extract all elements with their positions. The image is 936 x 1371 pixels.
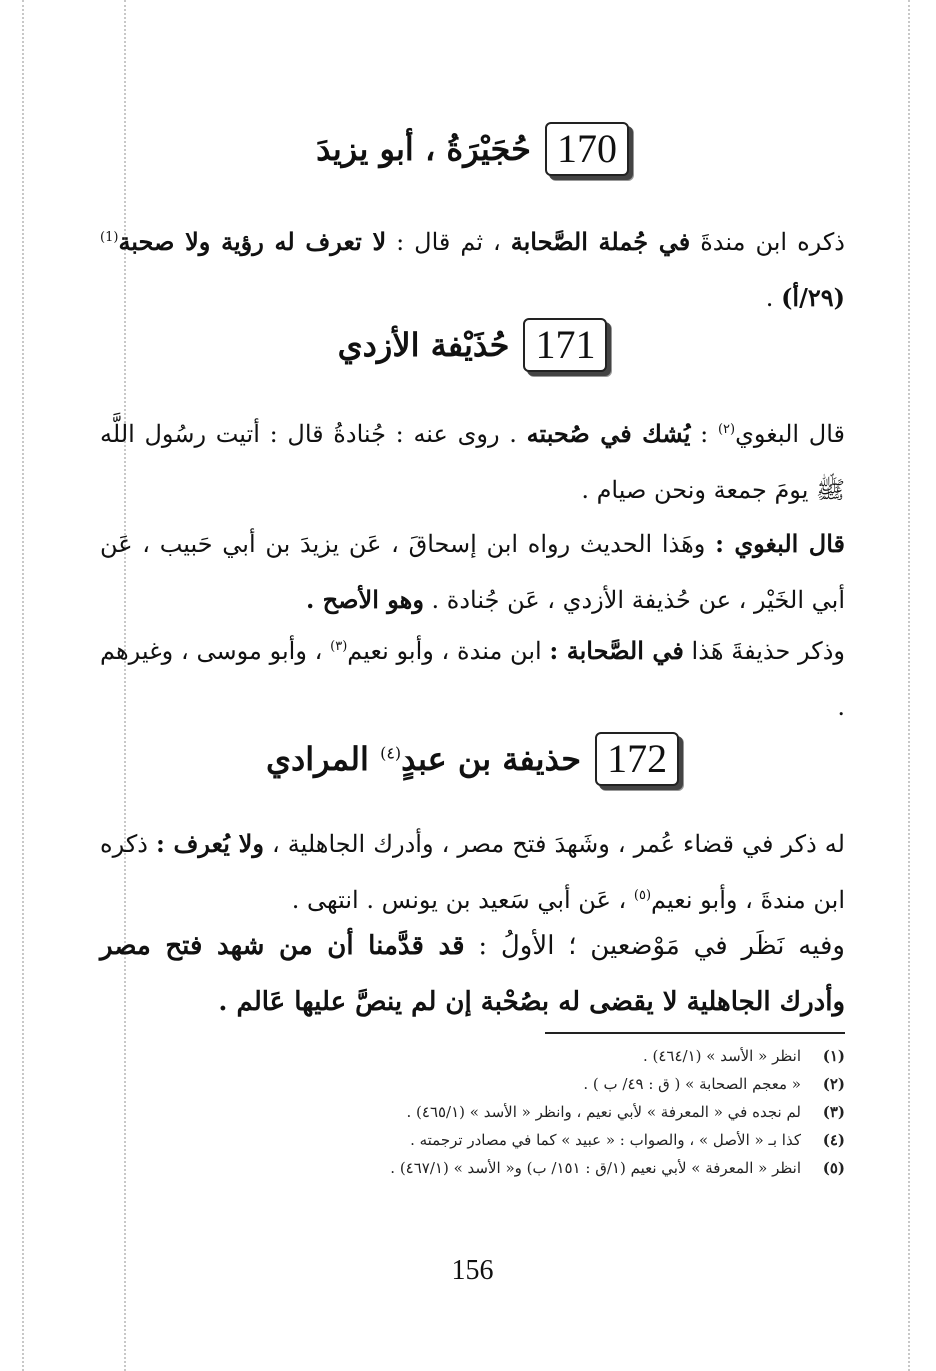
entry-171-paragraph-3: وذكر حذيفةَ هَذا في الصَّحابة : ابن مندة ، وأبو نعيم$^{(٣)}$ ، وأبو موسى ، وغيرهم . — [100, 636, 846, 721]
scan-guide-line-right — [908, 0, 910, 1371]
entry-171-paragraph-1: قال البغوي$^{(٢)}$ : يُشك في صُحبته . روى عنه : جُنادةُ قال : أتيت رسُول اللَّه ﷺ يومَ جمعة ونحن صيام . — [100, 419, 846, 504]
footnote-item: (٣) لم نجده في « المعرفة » لأبي نعيم ، وانظر « الأسد » (٤٦٥/١) . — [406, 1103, 845, 1121]
footnotes — [100, 1042, 845, 1182]
footnote-item: (٤) كذا بـ « الأصل » ، والصواب : « عبيد » كما في مصادر ترجمته . — [410, 1131, 845, 1149]
entry-number-box: 170 — [545, 122, 629, 176]
entry-number-box: 171 — [523, 318, 607, 372]
entry-number-box: 172 — [595, 732, 679, 786]
footnote-ref: (1) — [100, 230, 119, 245]
footnote-ref: (٢) — [717, 422, 736, 437]
entry-heading-172 — [100, 732, 845, 786]
footnote-item: (٢) « معجم الصحابة » ( ق : ٤٩/ ب ) . — [583, 1075, 845, 1093]
bold-run: ولا يُعرف : — [155, 829, 264, 858]
page-number: 156 — [451, 1255, 494, 1286]
footnote-ref: (٣) — [330, 639, 348, 654]
book-page — [100, 0, 845, 1371]
scan-guide-line-left — [22, 0, 24, 1371]
bold-run: لا تعرف له رؤية ولا صحبة — [118, 227, 387, 256]
footnote-ref: (٥) — [633, 888, 652, 903]
bold-run: (٢٩/أ) — [781, 283, 845, 312]
footnote-separator — [545, 1032, 845, 1034]
bold-run: قال البغوي : — [715, 529, 845, 558]
entry-title: حُجَيْرَةُ ، أبو يزيدَ — [316, 129, 531, 168]
entry-title: حُذَيْفة الأزدي — [337, 325, 510, 364]
entry-heading-170 — [100, 122, 845, 176]
footnote-item: (٥) انظر « المعرفة » لأبي نعيم (١/ق : ١٥١/ ب) و« الأسد » (٤٦٧/١) . — [390, 1159, 845, 1177]
bold-run: في الصَّحابة : — [549, 636, 684, 665]
entry-172-paragraph-1: له ذكر في قضاء عُمر ، وشَهدَ فتح مصر ، وأدرك الجاهلية ، ولا يُعرف : ذكره ابن مندةَ ، وأبو نعيم$^{(٥)}$ ، عَن أبي سَعيد بن يونس . انتهى . — [100, 829, 845, 914]
entry-172-paragraph-2: وفيه نَظَر في مَوْضعين ؛ الأولُ : قد قدَّمنا أن من شهد فتح مصر وأدرك الجاهلية لا يقضى له بصُحْبة إن لم ينصَّ عليها عَالم . — [100, 931, 845, 1017]
entry-heading-171 — [100, 318, 845, 372]
bold-run: في جُملة الصَّحابة — [510, 227, 691, 256]
entry-170-paragraph-1: ذكره ابن مندةَ في جُملة الصَّحابة ، ثم قال : لا تعرف له رؤية ولا صحبة$^{(1)}$ (٢٩/أ) . — [100, 227, 845, 312]
bold-run: وهو الأصح . — [305, 585, 424, 614]
bold-run: يُشك في صُحبته — [526, 419, 691, 448]
footnote-item: (١) انظر « الأسد » (٤٦٤/١) . — [642, 1047, 845, 1065]
entry-171-paragraph-2: قال البغوي : وهَذا الحديث رواه ابن إسحاقَ ، عَن يزيدَ بن أبي حَبيب ، عَن أبي الخَيْر ، عن حُذيفة الأزدي ، عَن جُنادة . وهو الأصح . — [100, 529, 845, 614]
entry-title: حذيفة بن عبدٍ$^{(٤)}$ المرادي — [265, 739, 582, 778]
bold-run: قد قدَّمنا أن من شهد فتح مصر وأدرك الجاهلية لا يقضى له بصُحْبة إن لم ينصَّ عليها عَالم . — [100, 931, 845, 1017]
